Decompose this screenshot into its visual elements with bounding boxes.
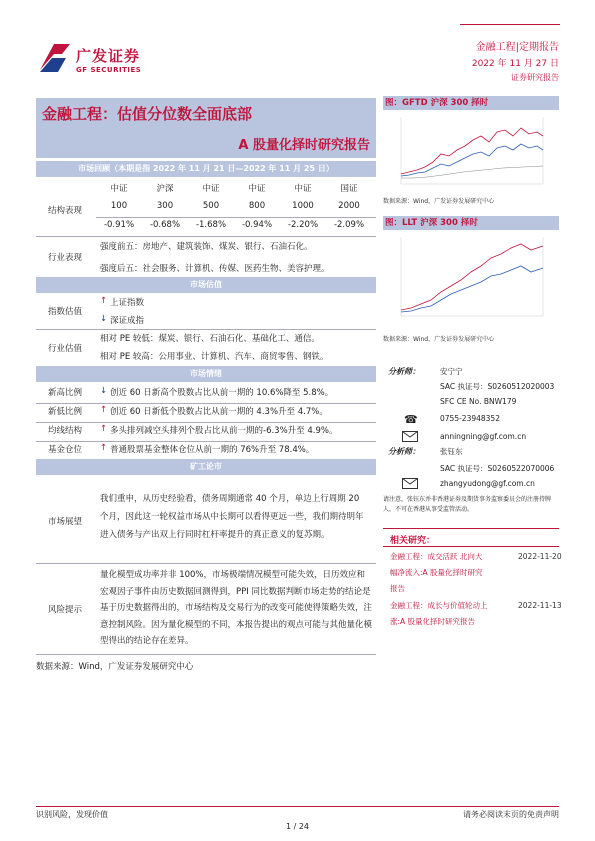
index-bottom: 800 bbox=[248, 201, 266, 211]
risk-label: 风险提示 bbox=[47, 605, 82, 615]
index-bottom: 1000 bbox=[292, 201, 314, 211]
sentiment-label: 基金仓位 bbox=[47, 445, 82, 455]
index-val-label: 指数估值 bbox=[47, 307, 82, 317]
related-item-1c[interactable]: 报告 bbox=[390, 584, 405, 593]
divider bbox=[96, 217, 376, 218]
index-bottom: 500 bbox=[202, 201, 220, 211]
related-item-1b[interactable]: 幅净流入:A 股量化择时研究 bbox=[390, 568, 483, 577]
index-chg: -2.09% bbox=[333, 220, 365, 230]
industry-val-label: 行业估值 bbox=[47, 344, 82, 354]
index-top: 中证 bbox=[202, 184, 220, 194]
divider bbox=[36, 403, 376, 404]
market-review-header: 市场回顾（本期是指 2022 年 11 月 21 日—2022 年 11 月 25 日） bbox=[36, 161, 376, 177]
index-top: 国证 bbox=[340, 184, 358, 194]
index-up: 上证指数 bbox=[110, 298, 145, 308]
related-rule bbox=[383, 546, 559, 547]
index-chg: -2.20% bbox=[287, 220, 319, 230]
email-icon bbox=[402, 431, 418, 442]
related-item-2[interactable]: 金融工程：成长与价值轮动上 bbox=[390, 601, 488, 610]
analyst2-email[interactable]: zhangyudong@gf.com.cn bbox=[440, 479, 535, 488]
footer-rule bbox=[36, 806, 559, 807]
logo-name: 广发证券 bbox=[76, 47, 141, 65]
analyst1-phone: 0755-23948352 bbox=[440, 414, 500, 423]
arrow-up-icon: ↑ bbox=[100, 405, 108, 415]
analyst2-name: 张钰东 bbox=[440, 447, 463, 456]
structure-label: 结构表现 bbox=[47, 206, 82, 216]
industry-bottom5: 强度后五：社会服务、计算机、传媒、医药生物、美容护理。 bbox=[100, 264, 330, 274]
index-bottom: 100 bbox=[110, 201, 128, 211]
chart1-source: 数据来源：Wind，广发证券发展研究中心 bbox=[383, 198, 495, 205]
index-chg: -1.68% bbox=[195, 220, 227, 230]
report-dept: 证券研究报告 bbox=[511, 73, 559, 82]
phone-icon: ☎ bbox=[404, 413, 418, 426]
sentiment-text: 创近 60 日新高个股数占比从前一期的 10.6%降至 5.8%。 bbox=[110, 388, 334, 398]
industry-perf-label: 行业表现 bbox=[47, 253, 82, 263]
report-date: 2022 年 11 月 27 日 bbox=[471, 59, 559, 69]
index-top: 沪深 bbox=[156, 184, 174, 194]
report-category: 金融工程|定期报告 bbox=[475, 42, 559, 53]
analyst1-sfc: SFC CE No. BNW179 bbox=[440, 397, 517, 406]
analyst1-label: 分析师： bbox=[388, 367, 420, 376]
divider bbox=[36, 654, 376, 655]
chart2-plot bbox=[383, 232, 559, 324]
index-top: 中证 bbox=[248, 184, 266, 194]
divider bbox=[36, 441, 376, 442]
page-number: 1 / 24 bbox=[285, 822, 310, 831]
sentiment-text: 创近 60 日新低个股数占比从前一期的 4.3%升至 4.7%。 bbox=[110, 407, 328, 417]
index-down: 深证成指 bbox=[110, 316, 145, 326]
outlook-label: 市场展望 bbox=[47, 517, 82, 527]
index-top: 中证 bbox=[294, 184, 312, 194]
source-note: 数据来源：Wind，广发证券发展研究中心 bbox=[36, 662, 194, 672]
sentiment-label: 新高比例 bbox=[47, 388, 82, 398]
divider bbox=[36, 236, 376, 237]
page-title: 金融工程：估值分位数全面底部 bbox=[42, 105, 253, 123]
analyst2-label: 分析师： bbox=[388, 447, 420, 456]
gf-logo-icon bbox=[36, 40, 74, 76]
related-item-2b[interactable]: 涨:A 股量化择时研究报告 bbox=[390, 617, 476, 626]
divider bbox=[36, 422, 376, 423]
sentiment-label: 新低比例 bbox=[47, 407, 82, 417]
chart1-plot bbox=[383, 112, 559, 190]
chart2-source: 数据来源：Wind，广发证券发展研究中心 bbox=[383, 336, 495, 343]
footer-right: 请务必阅读末页的免责声明 bbox=[463, 810, 559, 819]
index-chg: -0.94% bbox=[241, 220, 273, 230]
related-title: 相关研究： bbox=[390, 536, 436, 546]
footer-left: 识别风险，发现价值 bbox=[36, 810, 108, 819]
sentiment-header: 市场情绪 bbox=[36, 366, 376, 382]
arrow-up-icon: ↑ bbox=[100, 424, 108, 434]
arrow-up-icon: ↑ bbox=[100, 296, 108, 306]
index-bottom: 2000 bbox=[338, 201, 360, 211]
analyst-note: 请注意，张钰东并非香港证券及期货事务监察委员会的注册持牌人，不可在香港从事受监管活动。 bbox=[383, 496, 552, 513]
sentiment-text: 普通股票基金整体仓位从前一期的 76%升至 78.4%。 bbox=[110, 445, 315, 455]
index-bottom: 300 bbox=[156, 201, 174, 211]
valuation-header: 市场估值 bbox=[36, 277, 376, 293]
industry-high-pe: 相对 PE 较高：公用事业、计算机、汽车、商贸零售、钢铁。 bbox=[100, 352, 329, 362]
email-icon bbox=[402, 478, 418, 489]
outlook-text: 我们重申，从历史经验看，债务周期通常 40 个月，单边上行周期 20 个月，因此这一轮权益市场从中长期可以看得更远一些，我们期待明年进入债务与产出双上行同时杠杆率提升的真正意义的复苏期。 bbox=[100, 494, 364, 540]
arrow-up-icon: ↑ bbox=[100, 443, 108, 453]
chart2-title: 图：LLT 沪深 300 择时 bbox=[383, 216, 559, 230]
divider bbox=[36, 329, 376, 330]
related-rule bbox=[383, 528, 559, 529]
related-date-1: 2022-11-20 bbox=[518, 552, 562, 561]
index-chg: -0.91% bbox=[103, 220, 135, 230]
analyst1-email[interactable]: anningning@gf.com.cn bbox=[440, 432, 527, 441]
sentiment-label: 均线结构 bbox=[47, 426, 82, 436]
arrow-down-icon: ↓ bbox=[100, 386, 108, 396]
index-chg: -0.68% bbox=[149, 220, 181, 230]
risk-text: 量化模型成功率并非 100%，市场极端情况模型可能失效，日历效应和宏观因子事件由历史数据回测得到，PPI 同比数据判断市场走势的结论是基于历史数据得出的，市场结构及交易行为的改变可能使得策略失效，注意控制风险。因为量化模型的不同，本报告提出的观点可能与其他量化模型得出的结论存在差异。 bbox=[100, 570, 373, 646]
divider bbox=[36, 563, 376, 564]
related-date-2: 2022-11-13 bbox=[518, 601, 562, 610]
strategy-header: 矿工论市 bbox=[36, 459, 376, 475]
analyst2-sac: SAC 执证号：S0260522070006 bbox=[440, 464, 555, 473]
analyst1-sac: SAC 执证号：S0260512020003 bbox=[440, 382, 555, 391]
page-subtitle: A 股量化择时研究报告 bbox=[238, 138, 370, 153]
industry-low-pe: 相对 PE 较低：煤炭、银行、石油石化、基础化工、通信。 bbox=[100, 334, 320, 344]
arrow-down-icon: ↓ bbox=[100, 314, 108, 324]
logo-sub: GF SECURITIES bbox=[76, 66, 142, 74]
related-item-1[interactable]: 金融工程：成交活跃 北向大 bbox=[390, 552, 483, 561]
sentiment-text: 多头排列减空头排列个股占比从前一期的-6.3%升至 4.9%。 bbox=[110, 426, 338, 436]
header-rule bbox=[460, 24, 560, 25]
index-top: 中证 bbox=[110, 184, 128, 194]
analyst1-name: 安宁宁 bbox=[440, 367, 463, 376]
chart1-title: 图：GFTD 沪深 300 择时 bbox=[383, 96, 559, 110]
industry-top5: 强度前五：房地产、建筑装饰、煤炭、银行、石油石化。 bbox=[100, 242, 313, 252]
